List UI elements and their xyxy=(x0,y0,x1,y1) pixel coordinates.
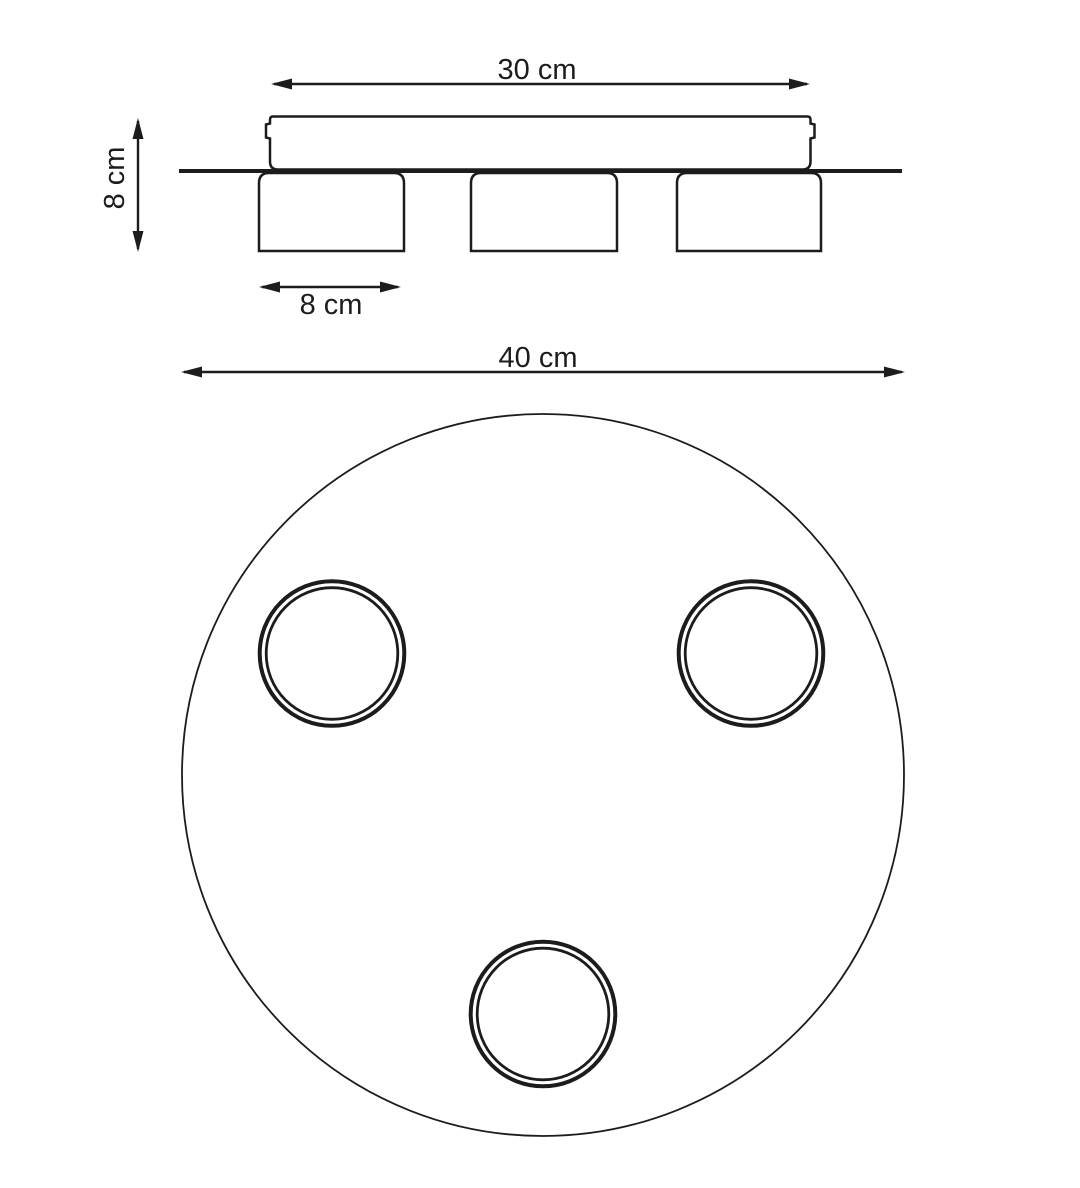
dimension-label-fixture-height: 8 cm xyxy=(99,146,131,210)
dimension-label-bar-width: 30 cm xyxy=(497,54,577,86)
arrowhead-left-icon xyxy=(271,79,292,90)
arrowhead-left-icon xyxy=(259,282,280,293)
arrowhead-down-icon xyxy=(133,231,144,252)
dimension-base-diameter xyxy=(181,342,905,378)
spot-ring-2-inner xyxy=(685,588,817,720)
arrowhead-right-icon xyxy=(884,367,905,378)
dimension-spot-width xyxy=(259,282,401,322)
side-view xyxy=(99,54,902,321)
arrowhead-left-icon xyxy=(181,367,202,378)
mounting-bar-profile xyxy=(266,117,815,170)
spot-cylinder-3 xyxy=(677,173,821,251)
spot-cylinder-1 xyxy=(259,173,404,251)
arrowhead-up-icon xyxy=(133,118,144,139)
spot-ring-3 xyxy=(471,942,616,1087)
spot-ring-3-inner xyxy=(477,948,609,1080)
spot-cylinder-2 xyxy=(471,173,617,251)
dimension-label-spot-width: 8 cm xyxy=(299,289,363,321)
spot-ring-1-inner xyxy=(266,588,398,720)
dimension-bar-width xyxy=(271,54,810,90)
spot-ring-2 xyxy=(679,581,824,726)
arrowhead-right-icon xyxy=(380,282,401,293)
spot-ring-1 xyxy=(260,581,405,726)
dimension-label-base-diameter: 40 cm xyxy=(498,342,578,374)
dimension-fixture-height xyxy=(99,118,144,252)
arrowhead-right-icon xyxy=(789,79,810,90)
bottom-view xyxy=(181,342,905,1136)
